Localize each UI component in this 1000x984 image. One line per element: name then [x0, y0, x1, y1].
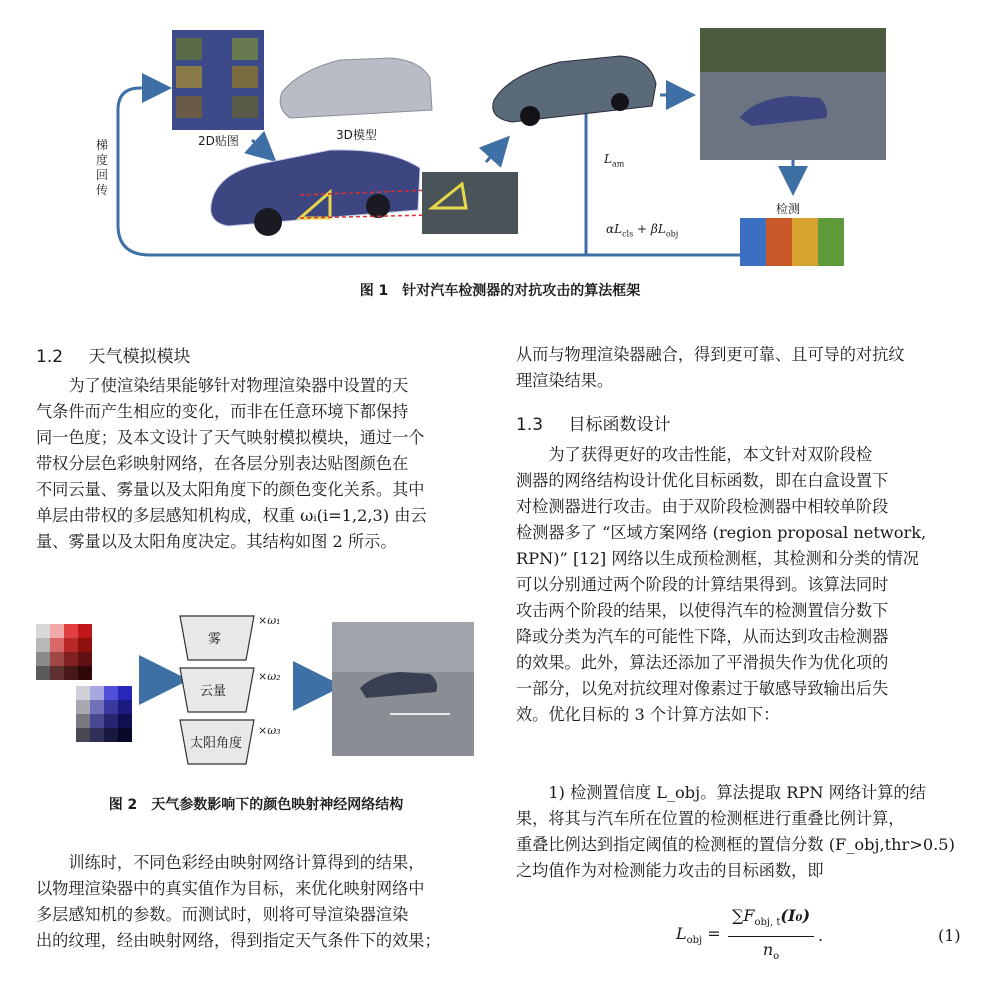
car-3d-model — [280, 58, 432, 118]
text-line: 量、雾量以及太阳角度决定。其结构如图 2 所示。 — [36, 532, 397, 551]
figure-2 — [30, 608, 480, 768]
color-grid-blue — [76, 686, 132, 742]
text-line: 为了使渲染结果能够针对物理渲染器中设置的天 — [36, 376, 409, 395]
color-grid-red — [36, 624, 92, 680]
detect-bar-segment — [766, 218, 792, 266]
figure-1-caption: 图 1 针对汽车检测器的对抗攻击的算法框架 — [359, 283, 641, 299]
backprop-char: 度 — [96, 153, 109, 167]
text-line: 攻击两个阶段的结果，以使得汽车的检测置信分数下 — [516, 601, 889, 620]
section-title: 目标函数设计 — [568, 415, 671, 435]
fig2-label-fog: 雾 — [208, 632, 222, 647]
text-line: 同一色度；及本文设计了天气映射模拟模块，通过一个 — [36, 428, 425, 447]
car-wireframe — [211, 150, 420, 226]
text-line: 果，将其与汽车所在位置的检测框进行重叠比例计算， — [516, 809, 905, 828]
section-1-2-heading — [36, 342, 190, 367]
text-line: 检测器多了 “区域方案网络 (region proposal network, — [516, 523, 927, 542]
right-para-2 — [516, 780, 966, 884]
loss-plus: + βL — [633, 222, 666, 236]
backprop-char: 梯 — [96, 138, 109, 152]
text-line: 出的纹理，经由映射网络，得到指定天气条件下的效果； — [36, 931, 441, 950]
eq-den: n — [762, 940, 774, 959]
eq-num-sub: obj, t — [754, 917, 781, 929]
backprop-char: 回 — [96, 168, 109, 182]
left-para-1 — [36, 373, 476, 555]
label-3d: 3D模型 — [336, 128, 377, 142]
figure-2-caption: 图 2 天气参数影响下的颜色映射神经网络结构 — [108, 797, 404, 813]
text-line: 带权分层色彩映射网络，在各层分别表达贴图颜色在 — [36, 454, 409, 473]
text-line: 对检测器进行攻击。由于双阶段检测器中相较单阶段 — [516, 497, 889, 516]
arrow-2d-to-car — [252, 140, 272, 158]
text-line: 单层由带权的多层感知机构成，权重 ωᵢ(i=1,2,3) 由云 — [36, 506, 427, 525]
text-line: 以物理渲染器中的真实值作为目标，来优化映射网络中 — [36, 879, 425, 898]
eq-num-tail: (I₀) — [780, 906, 811, 925]
text-line: 训练时，不同色彩经由映射网络计算得到的结果， — [36, 853, 425, 872]
text-line: 效。优化目标的 3 个计算方法如下： — [516, 705, 780, 724]
detect-bar-segment — [740, 218, 766, 266]
label-lam — [604, 152, 624, 168]
loss-a-sub: cls — [622, 229, 634, 239]
detect-bar — [740, 218, 844, 266]
label-loss — [606, 222, 678, 238]
backprop-char: 传 — [96, 183, 109, 197]
eq-fraction-bar — [728, 936, 814, 937]
section-title: 天气模拟模块 — [88, 347, 191, 367]
fig2-weight-1: ×ω₁ — [258, 614, 281, 627]
text-line: 为了获得更好的攻击性能，本文针对双阶段检 — [516, 445, 873, 464]
text-line: 多层感知机的参数。而测试时，则将可导渲染器渲染 — [36, 905, 409, 924]
text-line: 的效果。此外，算法还添加了平滑损失作为优化项的 — [516, 653, 889, 672]
eq-den-sub: o — [773, 951, 780, 963]
text-line: 降或分类为汽车的可能性下降，从而达到攻击检测器 — [516, 627, 889, 646]
text-line: RPN)” [12] 网络以生成预检测框，其检测和分类的情况 — [516, 549, 919, 568]
eq-num: ∑F — [731, 906, 755, 925]
right-para-1 — [516, 442, 966, 728]
lam-l: L — [604, 152, 612, 166]
text-line: 之均值作为对检测能力攻击的目标函数，即 — [516, 861, 824, 880]
eq-tail: . — [818, 926, 824, 945]
text-line: 从而与物理渲染器融合，得到更可靠、且可导的对抗纹 — [516, 345, 905, 364]
text-line: 气条件而产生相应的变化，而非在任意环境下都保持 — [36, 402, 409, 421]
fig2-weight-3: ×ω₃ — [258, 724, 281, 737]
eq-number: (1) — [938, 926, 961, 945]
equation-1 — [676, 906, 976, 966]
loss-a: αL — [606, 222, 623, 236]
arrow-car-to-textured — [486, 140, 506, 162]
text-line: 不同云量、雾量以及太阳角度下的颜色变化关系。其中 — [36, 480, 425, 499]
eq-lhs-sub: obj — [686, 935, 703, 947]
label-2d: 2D贴图 — [198, 134, 239, 148]
section-1-3-heading — [516, 410, 670, 435]
label-backprop — [96, 138, 112, 198]
figure-1-diagram — [0, 0, 1000, 270]
lam-sub: am — [611, 159, 625, 169]
eq-lhs: L — [676, 924, 687, 943]
text-line: 1) 检测置信度 L_obj。算法提取 RPN 网络计算的结 — [516, 783, 926, 802]
figure-1 — [0, 0, 1000, 300]
loss-b-sub: obj — [665, 229, 679, 239]
text-line: 理渲染结果。 — [516, 371, 614, 390]
section-num: 1.2 — [36, 347, 64, 367]
text-line: 重叠比例达到指定阈值的检测框的置信分数 (F_obj,thr>0.5) — [516, 835, 955, 854]
fig2-weight-2: ×ω₂ — [258, 670, 281, 683]
text-line: 测器的网络结构设计优化目标函数，即在白盒设置下 — [516, 471, 889, 490]
fig2-label-cloud: 云量 — [200, 684, 227, 699]
text-line: 可以分别通过两个阶段的计算结果得到。该算法同时 — [516, 575, 889, 594]
text-line: 一部分，以免对抗纹理对像素过于敏感导致输出后失 — [516, 679, 889, 698]
fig2-label-sun: 太阳角度 — [190, 736, 243, 751]
section-num: 1.3 — [516, 415, 544, 435]
car-textured — [493, 56, 656, 122]
label-detect: 检测 — [776, 202, 801, 216]
figure-2-diagram — [30, 608, 480, 768]
detect-bar-segment — [792, 218, 818, 266]
right-para-0 — [516, 342, 966, 394]
left-para-2 — [36, 850, 476, 954]
detect-bar-segment — [818, 218, 844, 266]
eq-equals: = — [707, 924, 721, 943]
